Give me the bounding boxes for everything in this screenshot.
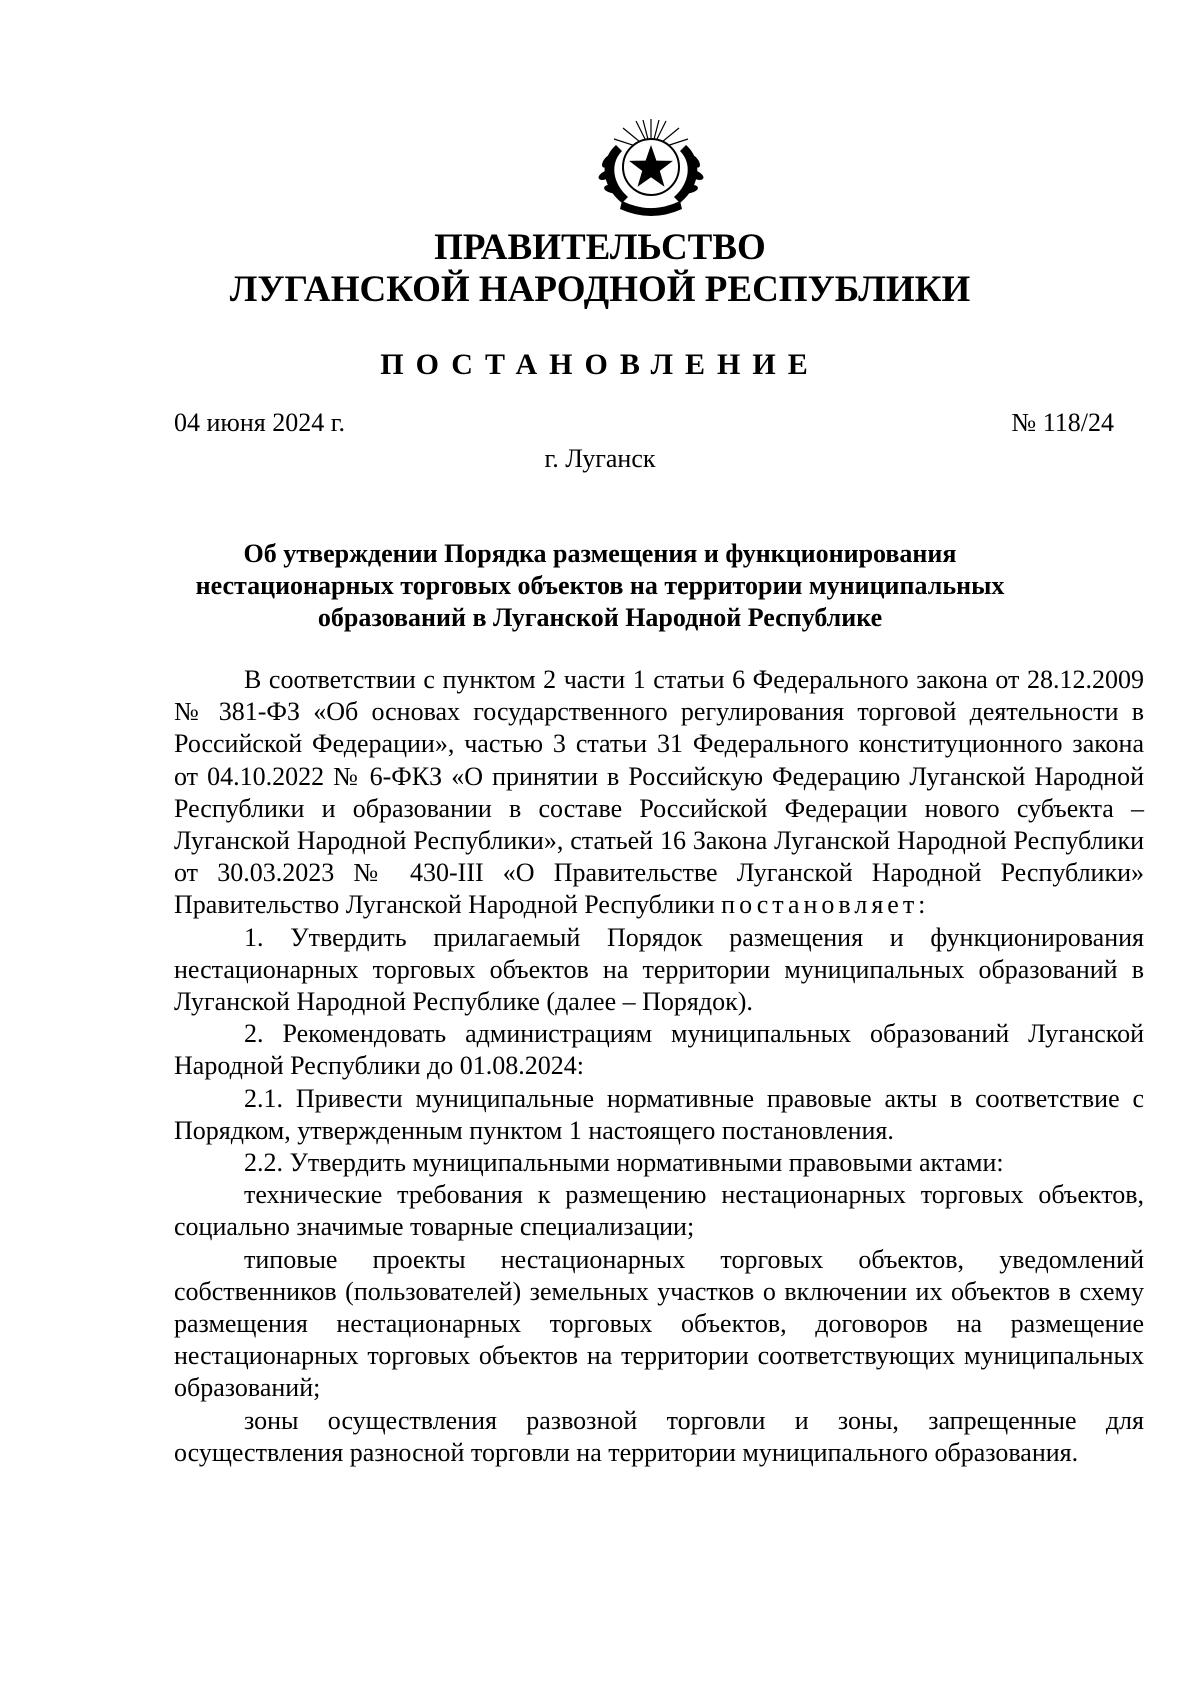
list-item-trade-zones: зоны осуществления развозной торговли и зоны, запрещенные для осуществления разносной торговли на территории муниципального образования. <box>174 1405 1144 1467</box>
paragraph-2-2: 2.2. Утвердить муниципальными нормативными правовыми актами: <box>244 1148 1004 1178</box>
lpr-coat-of-arms-icon <box>586 111 716 219</box>
list-item-typical-projects: типовые проекты нестационарных торговых объектов, уведомлений собственников (пользователей) земельных участков о включении их объектов в схему размещения нестационарных торговых объектов, договоров на размещение нестационарных торговых объектов на территории соответствующих муниципальных образований; <box>174 1244 1144 1403</box>
document-date: 04 июня 2024 г. <box>174 408 345 437</box>
resolves-word: постановляет: <box>721 890 930 920</box>
document-city: г. Луганск <box>544 444 656 473</box>
document-body <box>174 664 1144 1469</box>
subject-line-3: образований в Луганской Народной Республике <box>317 603 883 632</box>
document-subject <box>150 538 1050 634</box>
paragraph-1: 1. Утвердить прилагаемый Порядок размещения и функционирования нестационарных торговых объектов на территории муниципальных образований в Луганской Народной Республике (далее – Порядок). <box>174 922 1144 1017</box>
government-title-line-1: ПРАВИТЕЛЬСТВО <box>434 227 766 268</box>
government-title-line-2: ЛУГАНСКОЙ НАРОДНОЙ РЕСПУБЛИКИ <box>229 269 971 310</box>
document-number: № 118/24 <box>1011 408 1114 437</box>
paragraph-2-1: 2.1. Привести муниципальные нормативные правовые акты в соответствие с Порядком, утвержденным пунктом 1 настоящего постановления. <box>174 1083 1144 1145</box>
subject-line-1: Об утверждении Порядка размещения и функционирования <box>243 539 957 568</box>
paragraph-2: 2. Рекомендовать администрациям муниципальных образований Луганской Народной Республики до 01.08.2024: <box>174 1019 1144 1081</box>
preamble-text: В соответствии с пунктом 2 части 1 статьи 6 Федерального закона от 28.12.2009 № 381-ФЗ «Об основах государственного регулирования торговой деятельности в Российской Федерации», частью 3 статьи 31 Федерального конституционного закона от 04.10.2022 № 6-ФКЗ «О принятии в Российскую Федерацию Луганской Народной Республики и образовании в составе Российской Федерации нового субъекта – Луганской Народной Республики», статьей 16 Закона Луганской Народной Республики от 30.03.2023 № 430-III «О Правительстве Луганской Народной Республики» Правительство Луганской Народной Республики <box>174 665 1144 920</box>
preamble-paragraph <box>174 664 1144 922</box>
government-title <box>0 227 1200 311</box>
document-type: ПОСТАНОВЛЕНИЕ <box>380 348 820 381</box>
subject-line-2: нестационарных торговых объектов на территории муниципальных <box>195 571 1005 600</box>
list-item-technical-requirements: технические требования к размещению нестационарных торговых объектов, социально значимые товарные специализации; <box>174 1180 1144 1242</box>
